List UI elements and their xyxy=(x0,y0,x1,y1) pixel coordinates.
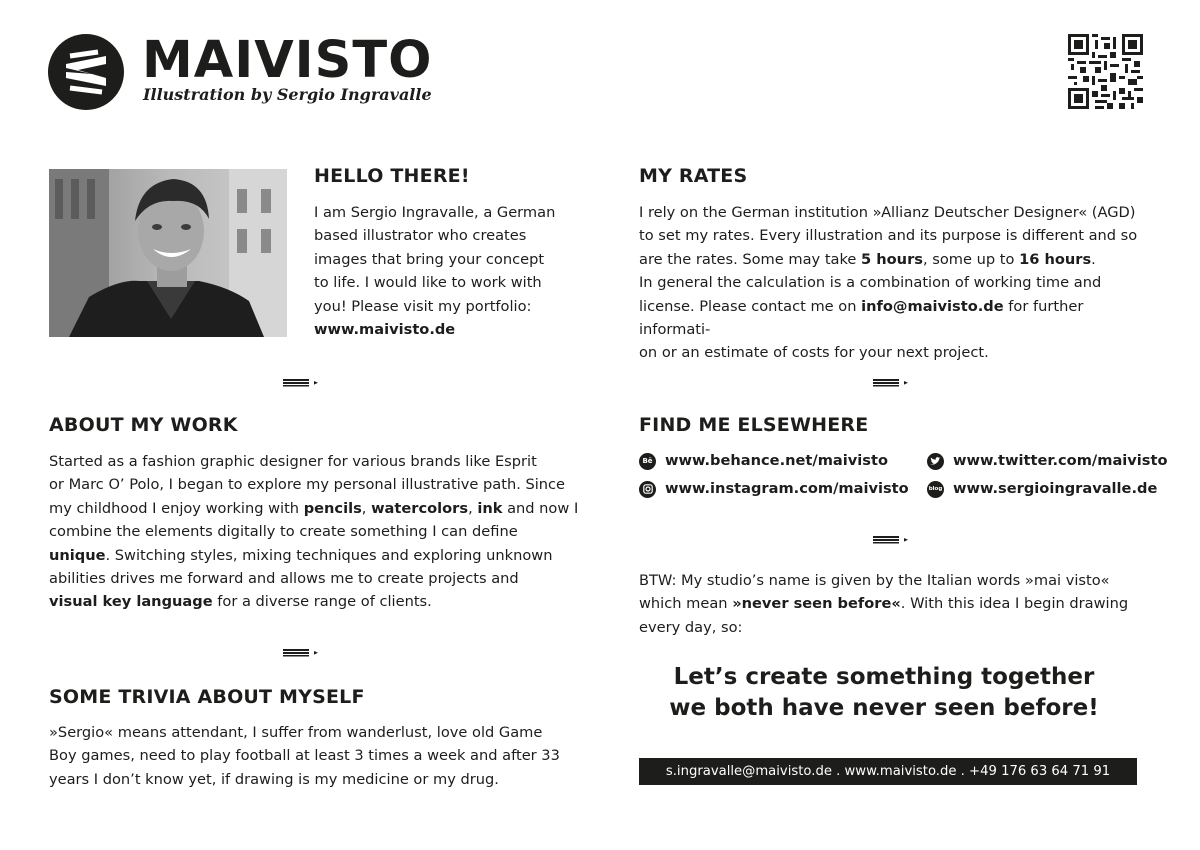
about-body xyxy=(49,450,589,614)
portrait-photo xyxy=(49,169,287,337)
rates-line: to set my rates. Every illustration and its purpose is different and so xyxy=(639,227,1138,245)
social-link-twitter[interactable] xyxy=(927,450,1168,472)
social-link-label: www.sergioingravalle.de xyxy=(953,480,1158,497)
rates-line: In general the calculation is a combination of working time and xyxy=(639,274,1102,292)
twitter-icon xyxy=(927,453,944,470)
max-hours: 16 hours xyxy=(1019,250,1092,268)
min-hours: 5 hours xyxy=(861,250,923,268)
brand-name: MAIVISTO xyxy=(142,31,433,90)
hello-line: images that bring your concept xyxy=(314,250,545,268)
about-line: or Marc O’ Polo, I began to explore my personal illustrative path. Since xyxy=(49,476,566,494)
btw-line: BTW: My studio’s name is given by the Italian words »mai visto« xyxy=(639,572,1110,589)
btw-line: every day, so: xyxy=(639,618,743,636)
portfolio-link[interactable]: www.maivisto.de xyxy=(314,321,456,339)
rates-title: MY RATES xyxy=(639,165,748,187)
hello-body xyxy=(314,201,574,341)
about-line: combine the elements digitally to create something I can define xyxy=(49,523,518,541)
trivia-body xyxy=(49,721,589,791)
slogan xyxy=(639,662,1129,724)
social-link-blog[interactable] xyxy=(927,478,1157,500)
hello-line: based illustrator who creates xyxy=(314,227,527,245)
trivia-line: »Sergio« means attendant, I suffer from wanderlust, love old Game xyxy=(49,724,543,741)
brand-tagline: Illustration by Sergio Ingravalle xyxy=(143,85,432,104)
maivisto-logo-icon xyxy=(48,34,124,110)
slogan-line: we both have never seen before! xyxy=(669,695,1099,721)
behance-icon: Bē xyxy=(639,453,656,470)
rates-line: are the rates. Some may take 5 hours, some up to 16 hours. xyxy=(639,250,1096,268)
hello-line: to life. I would like to work with xyxy=(314,274,542,292)
about-line: Started as a fashion graphic designer for various brands like Esprit xyxy=(49,453,537,470)
about-line: my childhood I enjoy working with pencils, watercolors, ink and now I xyxy=(49,499,579,517)
rates-body xyxy=(639,201,1159,365)
social-link-instagram[interactable] xyxy=(639,478,909,500)
btw-line: which mean »never seen before«. With this idea I begin drawing xyxy=(639,595,1129,613)
divider-icon xyxy=(873,373,907,383)
about-title: ABOUT MY WORK xyxy=(49,414,238,436)
divider-icon xyxy=(873,530,907,540)
rates-line: I rely on the German institution »Allianz Deutscher Designer« (AGD) xyxy=(639,204,1136,221)
contact-bar[interactable]: s.ingravalle@maivisto.de . www.maivisto.de . +49 176 63 64 71 91 xyxy=(639,758,1137,785)
social-link-label: www.behance.net/maivisto xyxy=(665,452,888,469)
elsewhere-title: FIND ME ELSEWHERE xyxy=(639,414,869,436)
hello-line: you! Please visit my portfolio: xyxy=(314,297,532,315)
social-link-label: www.instagram.com/maivisto xyxy=(665,480,909,497)
hello-title: HELLO THERE! xyxy=(314,165,470,187)
blog-icon: blog xyxy=(927,481,944,498)
social-link-behance[interactable] xyxy=(639,450,888,472)
about-line: unique. Switching styles, mixing techniques and exploring unknown xyxy=(49,546,553,564)
btw-body xyxy=(639,569,1159,639)
trivia-title: SOME TRIVIA ABOUT MYSELF xyxy=(49,686,365,708)
divider-icon xyxy=(283,643,317,653)
trivia-line: years I don’t know yet, if drawing is my medicine or my drug. xyxy=(49,770,499,788)
about-line: visual key language for a diverse range of clients. xyxy=(49,593,432,611)
qr-code-icon[interactable] xyxy=(1068,34,1143,109)
social-link-label: www.twitter.com/maivisto xyxy=(953,452,1168,469)
slogan-line: Let’s create something together xyxy=(673,664,1095,690)
hello-line: I am Sergio Ingravalle, a German xyxy=(314,204,556,221)
trivia-line: Boy games, need to play football at least 3 times a week and after 33 xyxy=(49,747,560,765)
about-line: abilities drives me forward and allows me to create projects and xyxy=(49,570,519,588)
email-link[interactable]: info@maivisto.de xyxy=(861,297,1004,315)
rates-line: license. Please contact me on info@maivisto.de for further informati- xyxy=(639,297,1084,339)
divider-icon xyxy=(283,373,317,383)
instagram-icon xyxy=(639,481,656,498)
rates-line: on or an estimate of costs for your next project. xyxy=(639,344,989,362)
